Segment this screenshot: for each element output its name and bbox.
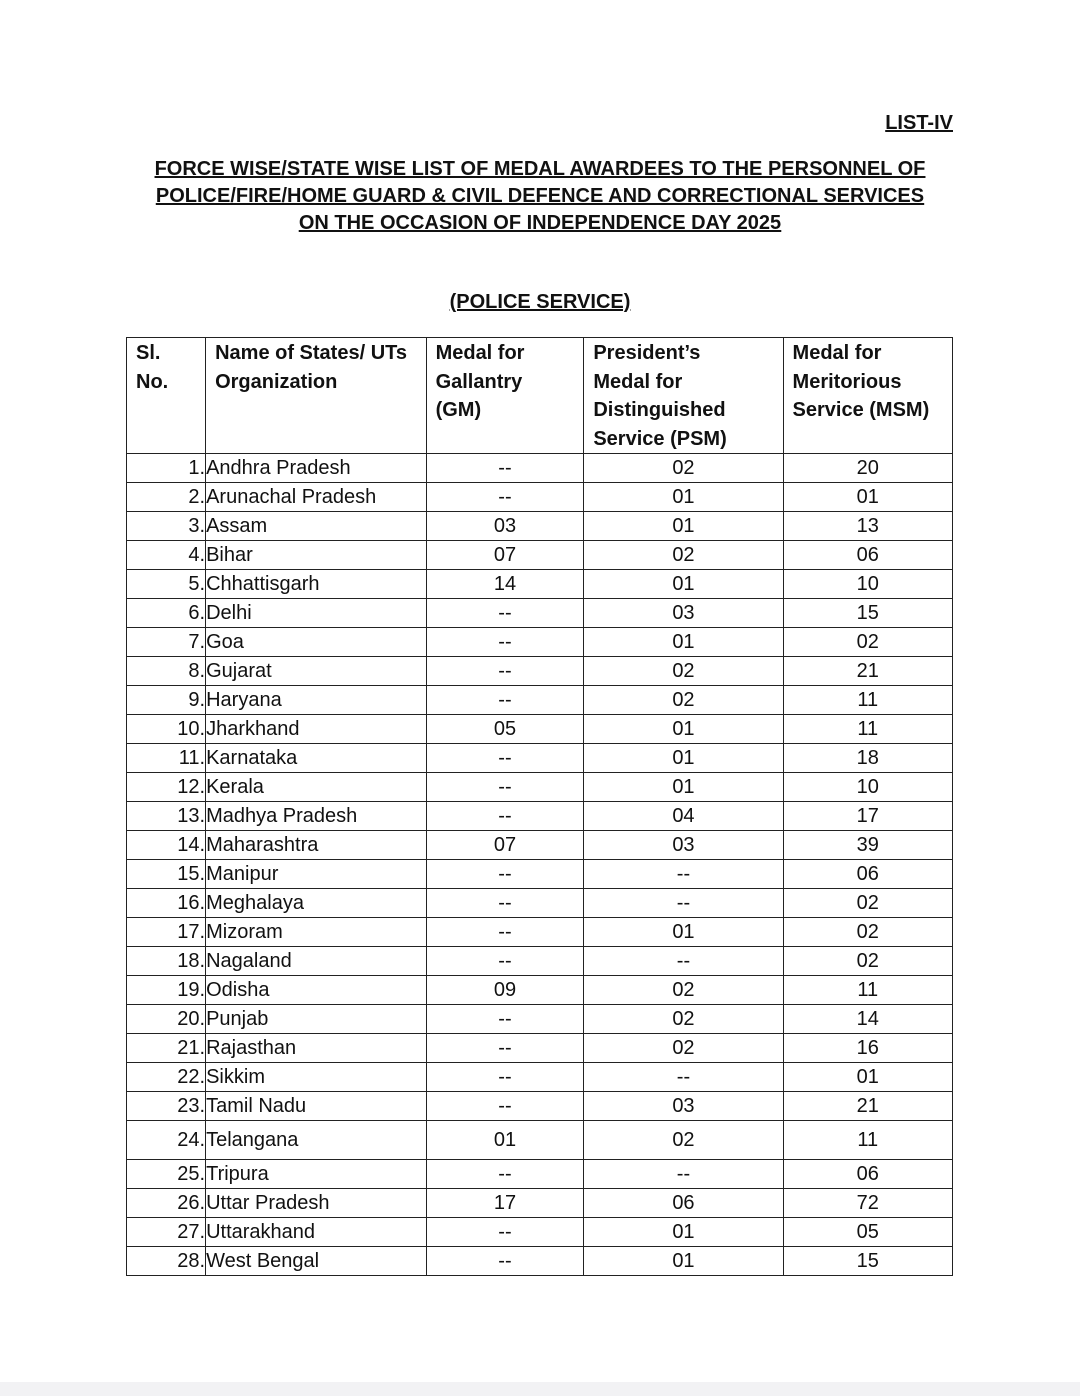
psm-cell: 01 (584, 918, 783, 947)
medal-awardees-table (126, 337, 953, 1276)
msm-cell: 01 (783, 1063, 952, 1092)
msm-cell: 05 (783, 1218, 952, 1247)
psm-cell: 02 (584, 1034, 783, 1063)
column-header-psm (584, 338, 783, 454)
sl-no-cell: 8. (127, 657, 206, 686)
psm-cell: 01 (584, 1218, 783, 1247)
gm-cell: -- (426, 860, 584, 889)
header-line: Sl. (136, 342, 161, 364)
sl-no-cell: 24. (127, 1121, 206, 1160)
psm-cell: 01 (584, 715, 783, 744)
table-row (127, 802, 953, 831)
table-row (127, 1247, 953, 1276)
gm-cell: -- (426, 744, 584, 773)
table-row (127, 918, 953, 947)
gm-cell: -- (426, 1063, 584, 1092)
sl-no-cell: 13. (127, 802, 206, 831)
table-row (127, 628, 953, 657)
sl-no-cell: 3. (127, 512, 206, 541)
gm-cell: -- (426, 1034, 584, 1063)
msm-cell: 10 (783, 773, 952, 802)
table-row (127, 1005, 953, 1034)
state-name-cell: Kerala (206, 773, 426, 802)
psm-cell: -- (584, 860, 783, 889)
table-row (127, 889, 953, 918)
sl-no-cell: 9. (127, 686, 206, 715)
table-row (127, 947, 953, 976)
psm-cell: -- (584, 1063, 783, 1092)
msm-cell: 16 (783, 1034, 952, 1063)
gm-cell: -- (426, 947, 584, 976)
psm-cell: 02 (584, 454, 783, 483)
header-line: Service (MSM) (792, 399, 930, 421)
sl-no-cell: 2. (127, 483, 206, 512)
sl-no-cell: 12. (127, 773, 206, 802)
gm-cell: -- (426, 1092, 584, 1121)
psm-cell: 02 (584, 1005, 783, 1034)
state-name-cell: Chhattisgarh (206, 570, 426, 599)
gm-cell: -- (426, 802, 584, 831)
table-row (127, 976, 953, 1005)
table-row (127, 657, 953, 686)
sl-no-cell: 18. (127, 947, 206, 976)
msm-cell: 20 (783, 454, 952, 483)
table-row (127, 686, 953, 715)
psm-cell: 02 (584, 541, 783, 570)
psm-cell: -- (584, 947, 783, 976)
gm-cell: -- (426, 483, 584, 512)
psm-cell: 02 (584, 686, 783, 715)
gm-cell: -- (426, 657, 584, 686)
msm-cell: 02 (783, 918, 952, 947)
state-name-cell: Goa (206, 628, 426, 657)
psm-cell: 01 (584, 512, 783, 541)
header-line: Gallantry (435, 370, 523, 393)
header-line: Name of States/ UTs (215, 342, 407, 364)
state-name-cell: Madhya Pradesh (206, 802, 426, 831)
table-row (127, 1218, 953, 1247)
sl-no-cell: 23. (127, 1092, 206, 1121)
table-row (127, 512, 953, 541)
list-number: LIST-IV (885, 112, 953, 134)
gm-cell: -- (426, 773, 584, 802)
psm-cell: 01 (584, 744, 783, 773)
column-header-gallantry (426, 338, 584, 454)
sl-no-cell: 26. (127, 1189, 206, 1218)
psm-cell: 02 (584, 657, 783, 686)
msm-cell: 11 (783, 1121, 952, 1160)
msm-cell: 15 (783, 599, 952, 628)
psm-cell: 01 (584, 773, 783, 802)
state-name-cell: Rajasthan (206, 1034, 426, 1063)
heading-line: ON THE OCCASION OF INDEPENDENCE DAY 2025 (298, 212, 782, 234)
state-name-cell: Tamil Nadu (206, 1092, 426, 1121)
gm-cell: -- (426, 1005, 584, 1034)
state-name-cell: Telangana (206, 1121, 426, 1160)
state-name-cell: Arunachal Pradesh (206, 483, 426, 512)
header-line: Medal for (435, 342, 525, 364)
psm-cell: 03 (584, 599, 783, 628)
psm-cell: 01 (584, 570, 783, 599)
msm-cell: 06 (783, 1160, 952, 1189)
state-name-cell: Mizoram (206, 918, 426, 947)
table-row (127, 1189, 953, 1218)
heading-line: FORCE WISE/STATE WISE LIST OF MEDAL AWARDEES TO THE PERSONNEL OF (154, 158, 926, 180)
psm-cell: 04 (584, 802, 783, 831)
table-row (127, 860, 953, 889)
document-heading (110, 156, 970, 237)
header-line: Distinguished (593, 399, 726, 421)
state-name-cell: West Bengal (206, 1247, 426, 1276)
gm-cell: 03 (426, 512, 584, 541)
state-name-cell: Nagaland (206, 947, 426, 976)
state-name-cell: Assam (206, 512, 426, 541)
sl-no-cell: 6. (127, 599, 206, 628)
gm-cell: -- (426, 1160, 584, 1189)
gm-cell: 01 (426, 1121, 584, 1160)
gm-cell: -- (426, 918, 584, 947)
gm-cell: -- (426, 454, 584, 483)
gm-cell: 09 (426, 976, 584, 1005)
gm-cell: -- (426, 628, 584, 657)
column-header-sl-no (127, 338, 206, 454)
table-header-row (127, 338, 953, 454)
psm-cell: 03 (584, 831, 783, 860)
msm-cell: 02 (783, 947, 952, 976)
psm-cell: -- (584, 1160, 783, 1189)
header-line: Organization (215, 370, 338, 393)
state-name-cell: Uttar Pradesh (206, 1189, 426, 1218)
psm-cell: 01 (584, 483, 783, 512)
state-name-cell: Gujarat (206, 657, 426, 686)
state-name-cell: Uttarakhand (206, 1218, 426, 1247)
sl-no-cell: 1. (127, 454, 206, 483)
table-row (127, 773, 953, 802)
psm-cell: 01 (584, 1247, 783, 1276)
sl-no-cell: 17. (127, 918, 206, 947)
sl-no-cell: 25. (127, 1160, 206, 1189)
sl-no-cell: 7. (127, 628, 206, 657)
table-row (127, 715, 953, 744)
header-line: (GM) (435, 399, 482, 421)
column-header-msm (783, 338, 952, 454)
service-subheading: (POLICE SERVICE) (449, 291, 631, 313)
gm-cell: -- (426, 1247, 584, 1276)
state-name-cell: Manipur (206, 860, 426, 889)
msm-cell: 02 (783, 889, 952, 918)
header-line: Service (PSM) (593, 427, 727, 450)
table-row (127, 541, 953, 570)
gm-cell: 17 (426, 1189, 584, 1218)
msm-cell: 39 (783, 831, 952, 860)
state-name-cell: Haryana (206, 686, 426, 715)
sl-no-cell: 10. (127, 715, 206, 744)
msm-cell: 15 (783, 1247, 952, 1276)
msm-cell: 06 (783, 541, 952, 570)
psm-cell: 02 (584, 1121, 783, 1160)
sl-no-cell: 22. (127, 1063, 206, 1092)
msm-cell: 02 (783, 628, 952, 657)
state-name-cell: Delhi (206, 599, 426, 628)
state-name-cell: Punjab (206, 1005, 426, 1034)
sl-no-cell: 19. (127, 976, 206, 1005)
header-line: Medal for (792, 342, 882, 364)
sl-no-cell: 16. (127, 889, 206, 918)
gm-cell: 14 (426, 570, 584, 599)
sl-no-cell: 14. (127, 831, 206, 860)
header-line: Meritorious (792, 370, 902, 393)
table-row (127, 1063, 953, 1092)
state-name-cell: Jharkhand (206, 715, 426, 744)
table-body (127, 454, 953, 1276)
msm-cell: 21 (783, 1092, 952, 1121)
gm-cell: -- (426, 599, 584, 628)
table-row (127, 831, 953, 860)
table-row (127, 599, 953, 628)
header-line: President’s (593, 342, 701, 364)
table-row (127, 483, 953, 512)
header-line: Medal for (593, 370, 683, 393)
msm-cell: 21 (783, 657, 952, 686)
table-row (127, 1160, 953, 1189)
state-name-cell: Meghalaya (206, 889, 426, 918)
state-name-cell: Maharashtra (206, 831, 426, 860)
header-line: No. (136, 370, 169, 393)
msm-cell: 11 (783, 976, 952, 1005)
table-row (127, 1092, 953, 1121)
gm-cell: 07 (426, 831, 584, 860)
msm-cell: 17 (783, 802, 952, 831)
msm-cell: 06 (783, 860, 952, 889)
state-name-cell: Odisha (206, 976, 426, 1005)
sl-no-cell: 15. (127, 860, 206, 889)
sl-no-cell: 28. (127, 1247, 206, 1276)
table-row (127, 744, 953, 773)
sl-no-cell: 27. (127, 1218, 206, 1247)
column-header-state-name (206, 338, 426, 454)
state-name-cell: Andhra Pradesh (206, 454, 426, 483)
gm-cell: -- (426, 686, 584, 715)
msm-cell: 18 (783, 744, 952, 773)
sl-no-cell: 11. (127, 744, 206, 773)
state-name-cell: Sikkim (206, 1063, 426, 1092)
psm-cell: 02 (584, 976, 783, 1005)
sl-no-cell: 21. (127, 1034, 206, 1063)
gm-cell: -- (426, 889, 584, 918)
gm-cell: 07 (426, 541, 584, 570)
table-row (127, 570, 953, 599)
psm-cell: -- (584, 889, 783, 918)
state-name-cell: Karnataka (206, 744, 426, 773)
msm-cell: 13 (783, 512, 952, 541)
msm-cell: 72 (783, 1189, 952, 1218)
gm-cell: 05 (426, 715, 584, 744)
table-row (127, 454, 953, 483)
table-row (127, 1121, 953, 1160)
sl-no-cell: 5. (127, 570, 206, 599)
psm-cell: 06 (584, 1189, 783, 1218)
heading-line: POLICE/FIRE/HOME GUARD & CIVIL DEFENCE AND CORRECTIONAL SERVICES (155, 185, 925, 207)
sl-no-cell: 4. (127, 541, 206, 570)
msm-cell: 11 (783, 686, 952, 715)
gm-cell: -- (426, 1218, 584, 1247)
msm-cell: 11 (783, 715, 952, 744)
msm-cell: 14 (783, 1005, 952, 1034)
state-name-cell: Tripura (206, 1160, 426, 1189)
psm-cell: 03 (584, 1092, 783, 1121)
psm-cell: 01 (584, 628, 783, 657)
msm-cell: 10 (783, 570, 952, 599)
state-name-cell: Bihar (206, 541, 426, 570)
sl-no-cell: 20. (127, 1005, 206, 1034)
table-row (127, 1034, 953, 1063)
msm-cell: 01 (783, 483, 952, 512)
page-bottom-edge (0, 1382, 1080, 1396)
